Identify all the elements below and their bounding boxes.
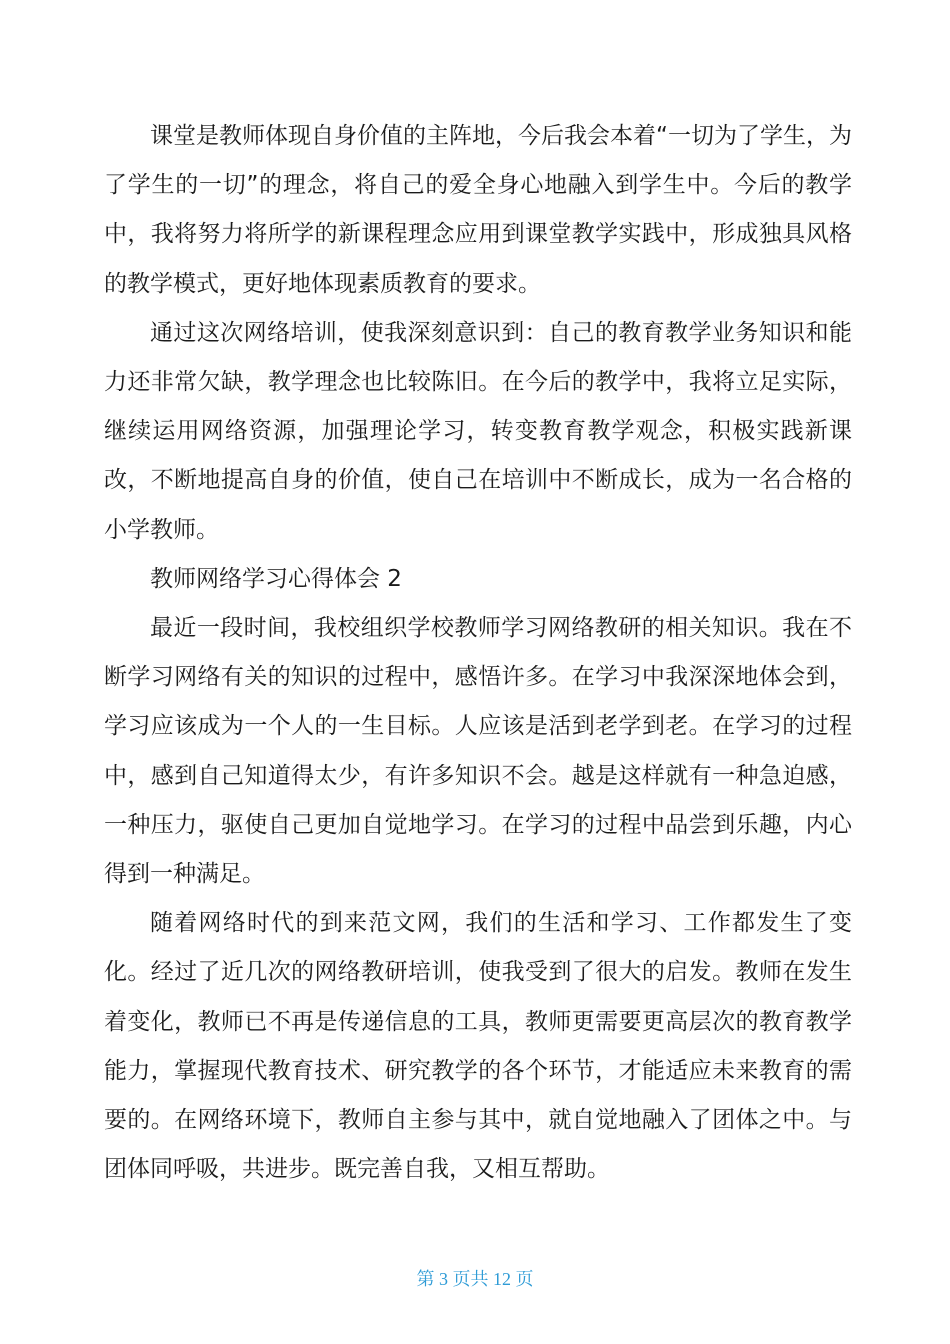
paragraph-4: 随着网络时代的到来范文网，我们的生活和学习、工作都发生了变化。经过了近几次的网络教研培训，使我受到了很大的启发。教师在发生着变化，教师已不再是传递信息的工具，教师更需要更高层次的教育教学能力，掌握现代教育技术、研究教学的各个环节，才能适应未来教育的需要的。在网络环境下，教师自主参与其中，就自觉地融入了团体之中。与团体同呼吸，共进步。既完善自我，又相互帮助。 [104,910,852,1183]
section-heading: 教师网络学习心得体会 2 [150,565,402,592]
paragraph-1: 课堂是教师体现自身价值的主阵地，今后我会本着“一切为了学生，为了学生的一切”的理念，将自己的爱全身心地融入到学生中。今后的教学中，我将努力将所学的新课程理念应用到课堂教学实践中，形成独具风格的教学模式，更好地体现素质教育的要求。 [104,123,852,297]
document-body [104,112,852,1194]
paragraph-3: 最近一段时间，我校组织学校教师学习网络教研的相关知识。我在不断学习网络有关的知识的过程中，感悟许多。在学习中我深深地体会到，学习应该成为一个人的一生目标。人应该是活到老学到老。在学习的过程中，感到自己知道得太少，有许多知识不会。越是这样就有一种急迫感，一种压力，驱使自己更加自觉地学习。在学习的过程中品尝到乐趣，内心得到一种满足。 [104,615,852,888]
page-number-footer: 第 3 页共 12 页 [416,1269,534,1289]
paragraph-2: 通过这次网络培训，使我深刻意识到：自己的教育教学业务知识和能力还非常欠缺，教学理念也比较陈旧。在今后的教学中，我将立足实际，继续运用网络资源，加强理论学习，转变教育教学观念，积极实践新课改，不断地提高自身的价值，使自己在培训中不断成长，成为一名合格的小学教师。 [104,319,852,543]
